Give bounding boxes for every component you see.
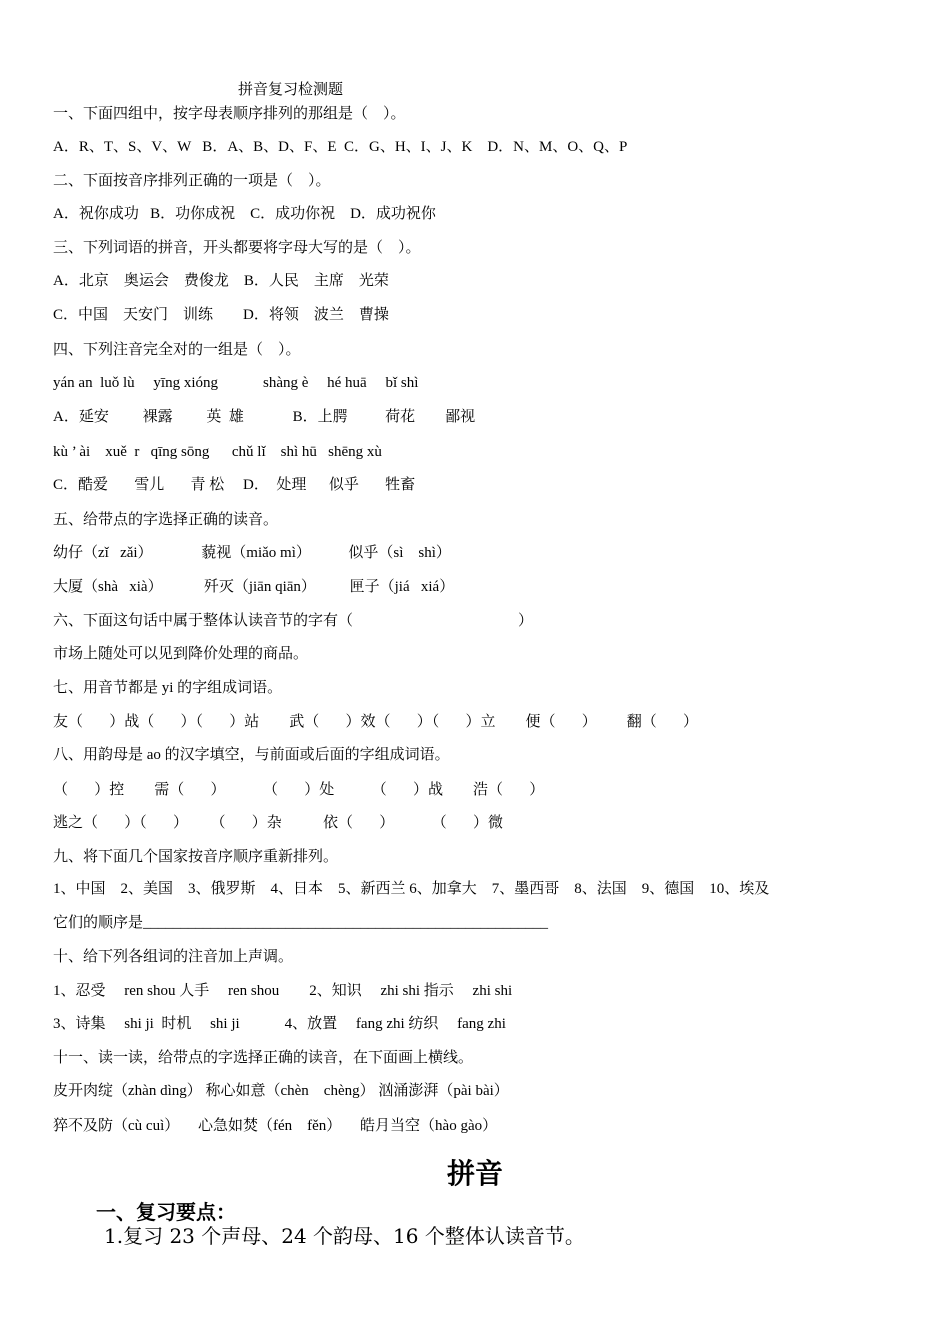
quiz-title: 拼音复习检测题 <box>238 82 344 98</box>
section-heading: 一、复习要点： <box>96 1200 236 1224</box>
question-1: 一、下面四组中，按字母表顺序排列的那组是（ ）。 <box>53 106 406 122</box>
question-4-options-ab: A．延安 裸露 英 雄 B．上腭 荷花 鄙视 <box>53 409 476 425</box>
question-5-row-1: 幼仔（zǐ zǎi） 藐视（miǎo mì） 似乎（sì shì） <box>53 545 451 561</box>
question-4: 四、下列注音完全对的一组是（ ）。 <box>53 342 301 358</box>
question-5: 五、给带点的字选择正确的读音。 <box>53 512 279 528</box>
question-1-options: A．R、T、S、V、W B．A、B、D、F、E C．G、H、I、J、K D．N、M、O、Q、P <box>53 139 628 155</box>
question-6: 六、下面这句话中属于整体认读音节的字有（ ） <box>53 613 534 629</box>
question-9-answer-line: 它们的顺序是______________________________________________________ <box>53 915 549 931</box>
question-11-row-1: 皮开肉绽（zhàn dìng） 称心如意（chèn chèng） 汹涌澎湃（pài bài） <box>53 1083 509 1099</box>
question-2: 二、下面按音序排列正确的一项是（ ）。 <box>53 173 331 189</box>
question-7: 七、用音节都是 yi 的字组成词语。 <box>53 680 283 696</box>
question-5-row-2: 大厦（shà xià） 歼灭（jiān qiān） 匣子（jiá xiá） <box>53 579 455 595</box>
section-title: 拼音 <box>446 1157 503 1190</box>
question-8: 八、用韵母是 ao 的汉字填空，与前面或后面的字组成词语。 <box>53 747 450 763</box>
question-11: 十一、读一读，给带点的字选择正确的读音，在下面画上横线。 <box>53 1050 474 1066</box>
question-9: 九、将下面几个国家按音序顺序重新排列。 <box>53 849 339 865</box>
question-4-options-cd: C．酷爱 雪儿 青 松 D． 处理 似乎 牲畜 <box>53 477 416 493</box>
section-point-1: 1.复习 23 个声母、24 个韵母、16 个整体认读音节。 <box>104 1224 585 1248</box>
question-3-options-cd: C．中国 天安门 训练 D．将领 波兰 曹操 <box>53 307 389 323</box>
question-3: 三、下列词语的拼音，开头都要将字母大写的是（ ）。 <box>53 240 421 256</box>
question-8-row-1: （ ）控 需（ ） （ ）处 （ ）战 浩（ ） <box>53 782 545 798</box>
question-3-options-ab: A．北京 奥运会 费俊龙 B．人民 主席 光荣 <box>53 273 389 289</box>
question-6-sentence: 市场上随处可以见到降价处理的商品。 <box>53 646 309 662</box>
question-7-blanks: 友（ ）战（ ）（ ）站 武（ ）效（ ）（ ）立 便（ ） 翻（ ） <box>53 714 699 730</box>
question-10: 十、给下列各组词的注音加上声调。 <box>53 949 294 965</box>
question-10-row-1: 1、忍受 ren shou 人手 ren shou 2、知识 zhi shi 指示 zhi shi <box>53 983 513 999</box>
question-4-pinyin-ab: yán an luǒ lù yīng xióng shàng è hé huā bǐ shì <box>53 375 419 391</box>
question-8-row-2: 逃之（ ）（ ） （ ）杂 依（ ） （ ）微 <box>53 815 504 831</box>
question-10-row-2: 3、诗集 shi ji 时机 shi ji 4、放置 fang zhi 纺织 fang zhi <box>53 1016 506 1032</box>
question-2-options: A．祝你成功 B．功你成祝 C．成功你祝 D．成功祝你 <box>53 206 436 222</box>
question-11-row-2: 猝不及防（cù cuì） 心急如焚（fén fěn） 皓月当空（hào gào） <box>53 1118 498 1134</box>
question-9-countries: 1、中国 2、美国 3、俄罗斯 4、日本 5、新西兰 6、加拿大 7、墨西哥 8、法国 9、德国 10、埃及 <box>53 881 770 897</box>
question-4-pinyin-cd: kù ’ ài xuě r qīng sōng chǔ lǐ shì hū shēng xù <box>53 444 382 460</box>
